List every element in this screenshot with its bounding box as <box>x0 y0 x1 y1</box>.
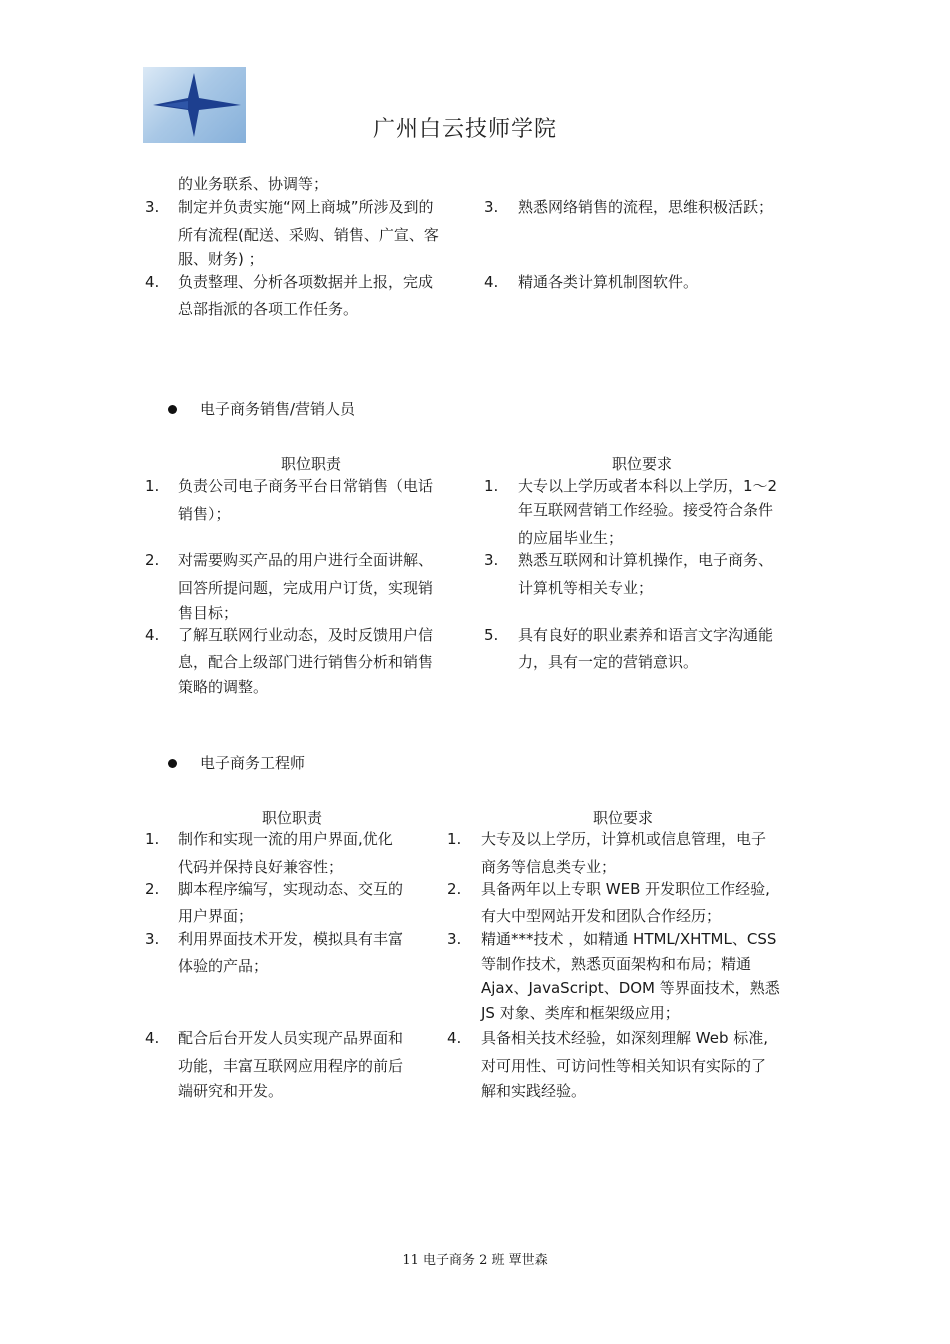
text-line: 的应届毕业生； <box>518 529 624 547</box>
text-line: 熟悉互联网和计算机操作，电子商务、 <box>518 551 774 569</box>
text-line: 制作和实现一流的用户界面,优化 <box>178 830 393 848</box>
item-number: 5. <box>484 626 499 644</box>
text-line: 熟悉网络销售的流程，思维积极活跃； <box>518 198 774 216</box>
text-line: 年互联网营销工作经验。接受符合条件 <box>518 501 774 519</box>
item-number: 1. <box>484 477 499 495</box>
item-number: 3. <box>145 930 160 948</box>
text-line: 负责公司电子商务平台日常销售（电话 <box>178 477 434 495</box>
text-line: 具有良好的职业素养和语言文字沟通能 <box>518 626 774 644</box>
text-line: 具备相关技术经验，如深刻理解 Web 标准, <box>481 1029 769 1047</box>
text-line: 代码并保持良好兼容性； <box>178 858 344 876</box>
text-line: 回答所提问题，完成用户订货，实现销 <box>178 579 434 597</box>
text-line: 售目标； <box>178 604 239 622</box>
text-line: 所有流程(配送、采购、销售、广宣、客 <box>178 226 439 244</box>
text-line: 等制作技术，熟悉页面架构和布局；精通 <box>481 955 752 973</box>
item-number: 4. <box>447 1029 462 1047</box>
item-number: 4. <box>145 273 160 291</box>
text-line: 利用界面技术开发，模拟具有丰富 <box>178 930 404 948</box>
section-title: 电子商务销售/营销人员 <box>200 400 356 418</box>
text-line: 销售）； <box>178 505 231 523</box>
text-line: 脚本程序编写，实现动态、交互的 <box>178 880 404 898</box>
duties-header: 职位职责 <box>281 455 342 473</box>
item-number: 4. <box>145 626 160 644</box>
duties-header: 职位职责 <box>262 809 323 827</box>
item-number: 2. <box>145 551 160 569</box>
text-line: 总部指派的各项工作任务。 <box>178 300 359 318</box>
text-line: 大专及以上学历，计算机或信息管理，电子 <box>481 830 767 848</box>
item-number: 3. <box>484 551 499 569</box>
text-line: 体验的产品； <box>178 957 269 975</box>
text-line: 对需要购买产品的用户进行全面讲解、 <box>178 551 434 569</box>
text-line: JS 对象、类库和框架级应用； <box>481 1004 680 1022</box>
text-line: 对可用性、可访问性等相关知识有实际的了 <box>481 1057 767 1075</box>
item-number: 2. <box>145 880 160 898</box>
text-line: 精通***技术 ，如精通 HTML/XHTML、CSS <box>481 930 777 948</box>
text-line: 制定并负责实施“网上商城”所涉及到的 <box>178 198 434 216</box>
text-line: 精通各类计算机制图软件。 <box>518 273 699 291</box>
school-name: 广州白云技师学院 <box>373 117 558 142</box>
item-number: 2. <box>447 880 462 898</box>
text-line: 商务等信息类专业； <box>481 858 617 876</box>
text-line: 解和实践经验。 <box>481 1082 587 1100</box>
text-line: 负责整理、分析各项数据并上报，完成 <box>178 273 434 291</box>
text-line: 息，配合上级部门进行销售分析和销售 <box>178 653 434 671</box>
text-line: 有大中型网站开发和团队合作经历； <box>481 907 722 925</box>
page-footer: 11 电子商务 2 班 覃世森 <box>402 1253 548 1268</box>
item-number: 3. <box>484 198 499 216</box>
text-line: 大专以上学历或者本科以上学历，1～2 <box>518 477 778 495</box>
item-number: 3. <box>145 198 160 216</box>
text-line: 配合后台开发人员实现产品界面和 <box>178 1029 404 1047</box>
text-line: 计算机等相关专业； <box>518 579 654 597</box>
requirements-header: 职位要求 <box>612 455 673 473</box>
text-line: 端研究和开发。 <box>178 1082 284 1100</box>
text-line: 用户界面； <box>178 907 254 925</box>
text-line: 功能，丰富互联网应用程序的前后 <box>178 1057 404 1075</box>
item-number: 1. <box>145 830 160 848</box>
item-number: 1. <box>447 830 462 848</box>
logo-star-icon <box>143 67 246 143</box>
text-line: 力，具有一定的营销意识。 <box>518 653 699 671</box>
text-line: Ajax、JavaScript、DOM 等界面技术，熟悉 <box>481 979 780 997</box>
text-line: 的业务联系、协调等； <box>178 175 329 193</box>
bullet-icon <box>168 405 177 414</box>
item-number: 1. <box>145 477 160 495</box>
school-logo <box>143 67 246 143</box>
bullet-icon <box>168 759 177 768</box>
item-number: 3. <box>447 930 462 948</box>
text-line: 了解互联网行业动态，及时反馈用户信 <box>178 626 434 644</box>
item-number: 4. <box>145 1029 160 1047</box>
requirements-header: 职位要求 <box>593 809 654 827</box>
text-line: 服、财务) ； <box>178 250 264 268</box>
section-title: 电子商务工程师 <box>200 754 306 772</box>
item-number: 4. <box>484 273 499 291</box>
text-line: 策略的调整。 <box>178 678 269 696</box>
text-line: 具备两年以上专职 WEB 开发职位工作经验, <box>481 880 770 898</box>
